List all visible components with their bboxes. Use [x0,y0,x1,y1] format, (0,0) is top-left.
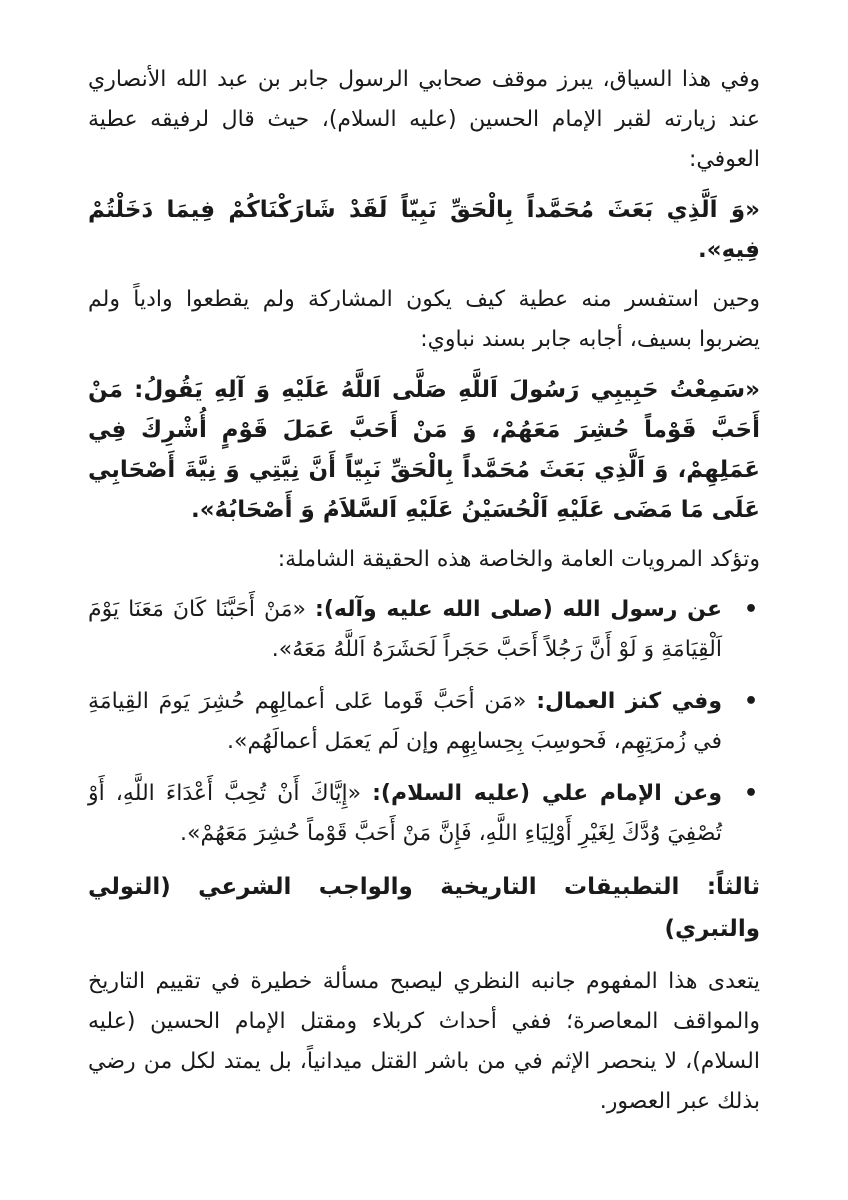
prophet-hadith-quote: «سَمِعْتُ حَبِيبِي رَسُولَ اَللَّهِ صَلَّى اَللَّهُ عَلَيْهِ وَ آلِهِ يَقُولُ: مَنْ أَحَبَّ قَوْماً حُشِرَ مَعَهُمْ، وَ مَنْ أَحَبَّ عَمَلَ قَوْمٍ أُشْرِكَ فِي عَمَلِهِمْ، وَ اَلَّذِي بَعَثَ مُحَمَّداً بِالْحَقِّ نَبِيّاً أَنَّ نِيَّتِي وَ نِيَّةَ أَصْحَابِي عَلَى مَا مَضَى عَلَيْهِ اَلْحُسَيْنُ عَلَيْهِ اَلسَّلاَمُ وَ أَصْحَابُهُ». [88,377,760,523]
narration-text: «مَن أحَبَّ قَوما عَلى أعمالِهِم حُشِرَ يَومَ القِيامَةِ في زُمرَتِهِم، فَحوسِبَ بِحِسابِهِم وإن لَم يَعمَل أعمالَهُم». [88,689,722,754]
list-item [88,774,760,854]
narration-text: «إِيَّاكَ أَنْ تُحِبَّ أَعْدَاءَ اللَّهِ، أَوْ تُصْفِيَ وُدَّكَ لِغَيْرِ أَوْلِيَاءِ اللَّهِ، فَإِنَّ مَنْ أَحَبَّ قَوْماً حُشِرَ مَعَهُمْ». [88,781,722,846]
list-item [88,682,760,762]
document-page [88,60,760,1132]
narrations-list [88,590,760,854]
bullet-icon: • [743,781,758,806]
intro-paragraph: وفي هذا السياق، يبرز موقف صحابي الرسول جابر بن عبد الله الأنصاري عند زيارته لقبر الإمام الحسين (عليه السلام)، حيث قال لرفيقه عطية العوفي: [88,67,760,172]
closing-paragraph: يتعدى هذا المفهوم جانبه النظري ليصبح مسألة خطيرة في تقييم التاريخ والمواقف المعاصرة؛ ففي أحداث كربلاء ومقتل الإمام الحسين (عليه السلام)، لا ينحصر الإثم في من باشر القتل ميدانياً، بل يمتد لكل من رضي بذلك عبر العصور. [88,969,760,1114]
inquiry-paragraph: وحين استفسر منه عطية كيف يكون المشاركة ولم يقطعوا وادياً ولم يضربوا بسيف، أجابه جابر بسند نباوي: [88,287,760,352]
narration-text: «مَنْ أَحَبَّنَا كَانَ مَعَنَا يَوْمَ اَلْقِيَامَةِ وَ لَوْ أَنَّ رَجُلاً أَحَبَّ حَجَراً لَحَشَرَهُ اَللَّهُ مَعَهُ». [88,597,722,662]
narration-source: وعن الإمام علي (عليه السلام): [372,781,722,806]
narration-source: عن رسول الله (صلى الله عليه وآله): [315,597,722,622]
bullet-icon: • [743,597,758,622]
confirmation-paragraph: وتؤكد المرويات العامة والخاصة هذه الحقيقة الشاملة: [277,547,760,572]
list-item [88,590,760,670]
bullet-icon: • [743,689,758,714]
jabir-quote: «وَ اَلَّذِي بَعَثَ مُحَمَّداً بِالْحَقِّ نَبِيّاً لَقَدْ شَارَكْنَاكُمْ فِيمَا دَخَلْتُمْ فِيهِ». [88,197,760,263]
narration-source: وفي كنز العمال: [536,689,723,714]
section-heading: ثالثاً: التطبيقات التاريخية والواجب الشرعي (التولي والتبري) [88,874,760,942]
